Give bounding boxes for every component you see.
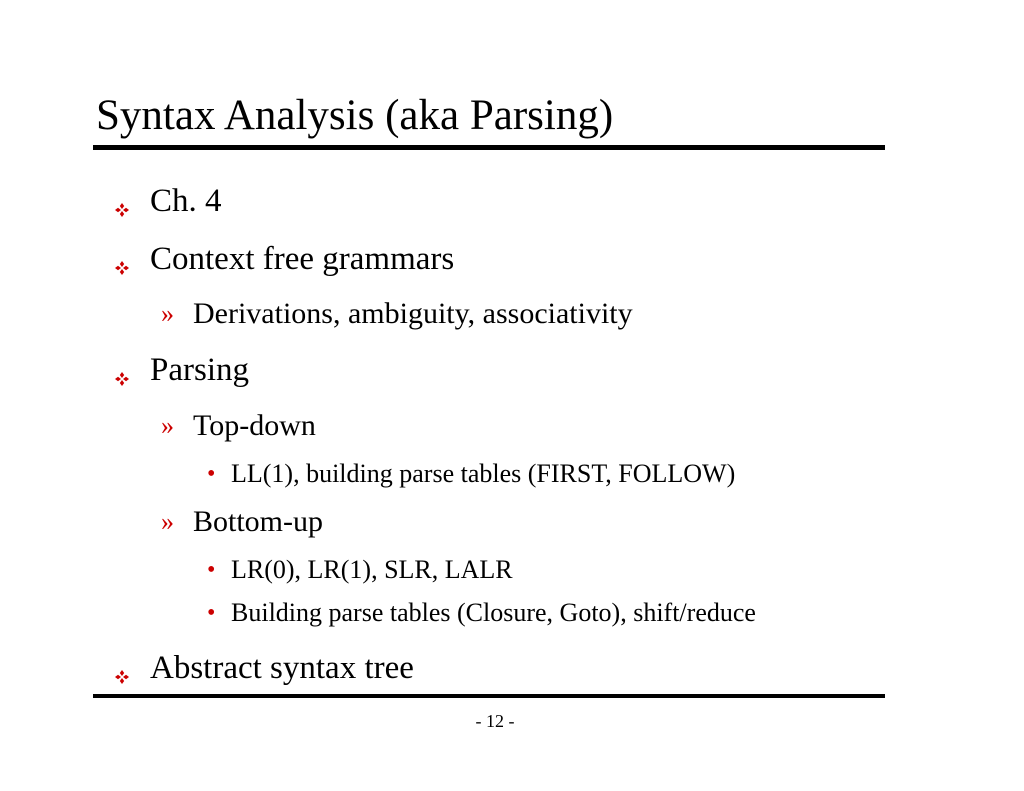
sub-sub-bullet-text: LR(0), LR(1), SLR, LALR [231, 555, 513, 584]
diamond-bullet-icon [114, 182, 130, 222]
page-number: - 12 - [475, 711, 515, 731]
sub-bullet-item [161, 504, 324, 540]
slide-title: Syntax Analysis (aka Parsing) [96, 92, 614, 139]
sub-bullet-item [161, 408, 316, 444]
bullet-item [150, 239, 454, 279]
diamond-bullet-icon [114, 649, 130, 689]
sub-sub-bullet-marker: • [207, 600, 216, 626]
bullet-text: Abstract syntax tree [150, 650, 414, 686]
sub-sub-bullet-item [207, 458, 736, 490]
sub-sub-bullet-text: Building parse tables (Closure, Goto), shift/reduce [231, 598, 756, 627]
sub-sub-bullet-item [207, 554, 513, 586]
sub-sub-bullet-marker: • [207, 557, 216, 583]
bullet-item [150, 350, 249, 390]
bullet-item [150, 648, 414, 688]
title-underline [93, 145, 885, 150]
bullet-text: Ch. 4 [150, 183, 222, 219]
sub-sub-bullet-marker: • [207, 461, 216, 487]
sub-bullet-text: Bottom-up [193, 505, 324, 538]
bullet-item [150, 181, 222, 221]
footer-rule [93, 694, 885, 698]
sub-bullet-marker: » [161, 507, 174, 536]
sub-bullet-marker: » [161, 299, 174, 328]
bullet-text: Parsing [150, 352, 249, 388]
diamond-bullet-icon [114, 240, 130, 280]
sub-bullet-text: Top-down [193, 409, 316, 442]
bullet-text: Context free grammars [150, 241, 455, 277]
sub-bullet-marker: » [161, 411, 174, 440]
sub-sub-bullet-text: LL(1), building parse tables (FIRST, FOLLOW) [231, 459, 736, 488]
sub-bullet-text: Derivations, ambiguity, associativity [193, 297, 633, 330]
diamond-bullet-icon [114, 351, 130, 391]
sub-bullet-item [161, 296, 633, 332]
sub-sub-bullet-item [207, 597, 756, 629]
